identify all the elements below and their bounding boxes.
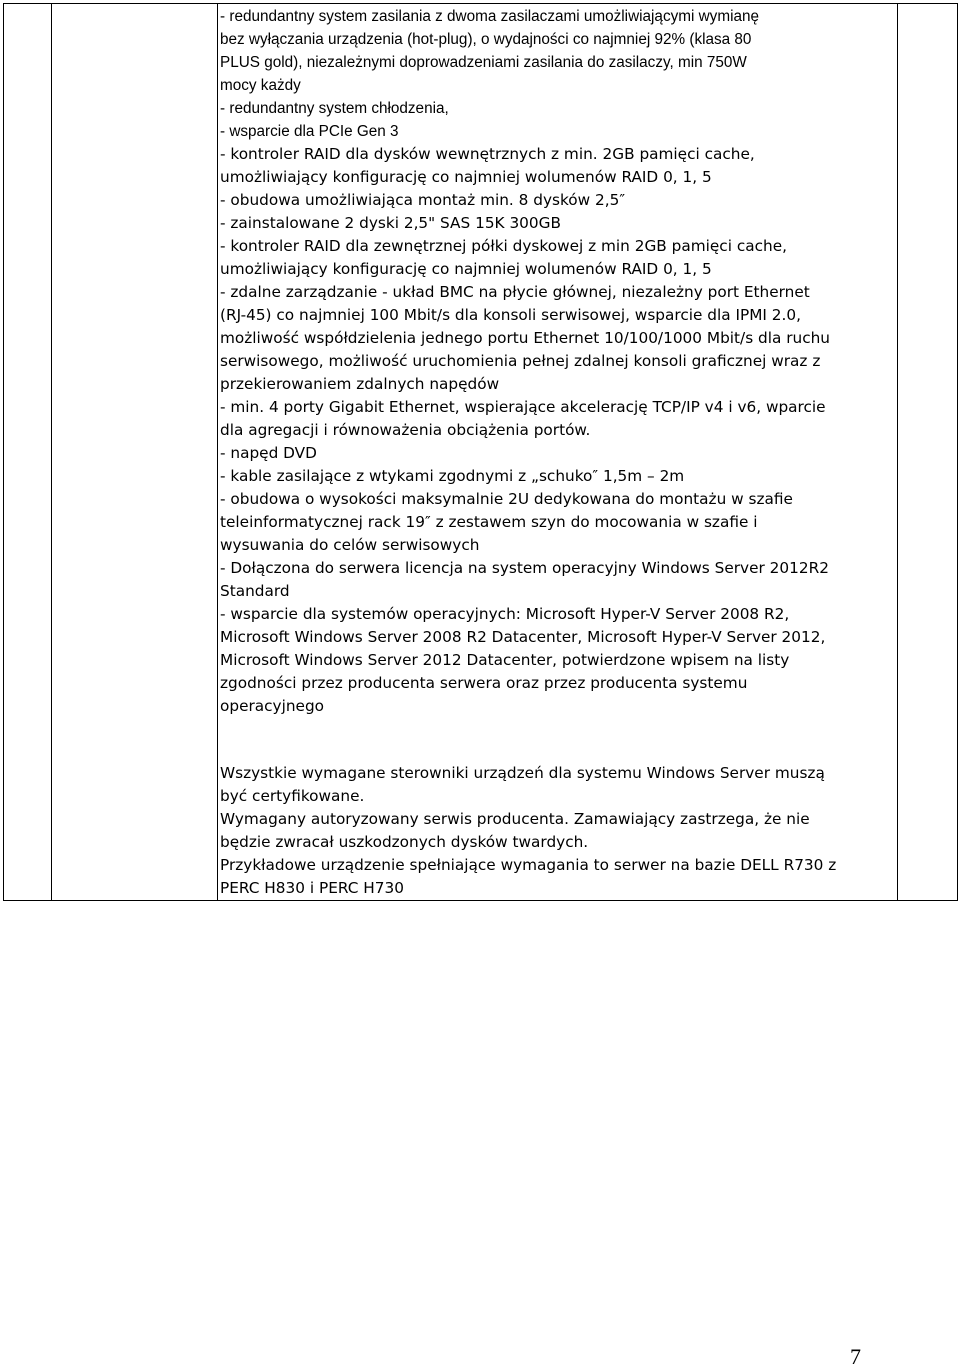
spec-line: wysuwania do celów serwisowych	[220, 536, 480, 554]
note-line: będzie zwracał uszkodzonych dysków twardych.	[220, 833, 589, 851]
spec-line: - redundantny system zasilania z dwoma zasilaczami umożliwiającymi wymianę	[220, 8, 759, 25]
spec-line: operacyjnego	[220, 697, 325, 715]
spec-line: dla agregacji i równoważenia obciążenia portów.	[220, 421, 591, 439]
notes-block	[220, 762, 895, 900]
spec-line: przekierowaniem zdalnych napędów	[220, 375, 500, 393]
spec-line: - zainstalowane 2 dyski 2,5" SAS 15K 300GB	[220, 214, 561, 232]
spec-line: - wsparcie dla systemów operacyjnych: Microsoft Hyper-V Server 2008 R2,	[220, 605, 790, 623]
spec-line: - zdalne zarządzanie - układ BMC na płycie głównej, niezależny port Ethernet	[220, 283, 810, 301]
cell-compliance	[898, 4, 958, 901]
spec-line: - wsparcie dla PCIe Gen 3	[220, 123, 399, 140]
note-line: Wszystkie wymagane sterowniki urządzeń dla systemu Windows Server muszą	[220, 764, 825, 782]
spacer	[220, 718, 895, 762]
note-line: Przykładowe urządzenie spełniające wymagania to serwer na bazie DELL R730 z	[220, 856, 837, 874]
spec-line: możliwość współdzielenia jednego portu Ethernet 10/100/1000 Mbit/s dla ruchu	[220, 329, 831, 347]
spec-block-main	[220, 143, 895, 718]
cell-requirements	[218, 4, 898, 901]
spec-line: zgodności przez producenta serwera oraz przez producenta systemu	[220, 674, 748, 692]
spec-line: (RJ-45) co najmniej 100 Mbit/s dla konsoli serwisowej, wsparcie dla IPMI 2.0,	[220, 306, 801, 324]
note-line: Wymagany autoryzowany serwis producenta. Zamawiający zastrzega, że nie	[220, 810, 810, 828]
cell-number	[4, 4, 52, 901]
specification-table	[3, 3, 958, 901]
table-row	[4, 4, 958, 901]
spec-line: serwisowego, możliwość uruchomienia pełnej zdalnej konsoli graficznej wraz z	[220, 352, 821, 370]
spec-line: bez wyłączania urządzenia (hot-plug), o wydajności co najmniej 92% (klasa 80	[220, 31, 752, 48]
spec-line: - Dołączona do serwera licencja na system operacyjny Windows Server 2012R2	[220, 559, 829, 577]
cell-name	[52, 4, 218, 901]
spec-line: umożliwiający konfigurację co najmniej wolumenów RAID 0, 1, 5	[220, 168, 712, 186]
spec-line: teleinformatycznej rack 19″ z zestawem szyn do mocowania w szafie i	[220, 513, 758, 531]
spec-line: - kable zasilające z wtykami zgodnymi z „schuko″ 1,5m – 2m	[220, 467, 685, 485]
spec-line: - kontroler RAID dla zewnętrznej półki dyskowej z min 2GB pamięci cache,	[220, 237, 787, 255]
page-number: 7	[850, 1344, 861, 1369]
note-line: być certyfikowane.	[220, 787, 365, 805]
spec-line: - obudowa o wysokości maksymalnie 2U dedykowana do montażu w szafie	[220, 490, 793, 508]
spec-line: - min. 4 porty Gigabit Ethernet, wspierające akcelerację TCP/IP v4 i v6, wparcie	[220, 398, 826, 416]
spec-line: Microsoft Windows Server 2012 Datacenter, potwierdzone wpisem na listy	[220, 651, 790, 669]
spec-line: PLUS gold), niezależnymi doprowadzeniami zasilania do zasilaczy, min 750W	[220, 54, 747, 71]
spec-line: - kontroler RAID dla dysków wewnętrznych z min. 2GB pamięci cache,	[220, 145, 755, 163]
spec-line: - obudowa umożliwiająca montaż min. 8 dysków 2,5″	[220, 191, 626, 209]
spec-line: Microsoft Windows Server 2008 R2 Datacenter, Microsoft Hyper-V Server 2012,	[220, 628, 826, 646]
spec-line: Standard	[220, 582, 290, 600]
spec-line: umożliwiający konfigurację co najmniej wolumenów RAID 0, 1, 5	[220, 260, 712, 278]
spec-line: - napęd DVD	[220, 444, 317, 462]
spec-line: - redundantny system chłodzenia,	[220, 100, 449, 117]
spec-block-top	[220, 5, 895, 143]
spec-line: mocy każdy	[220, 77, 301, 94]
note-line: PERC H830 i PERC H730	[220, 879, 404, 897]
